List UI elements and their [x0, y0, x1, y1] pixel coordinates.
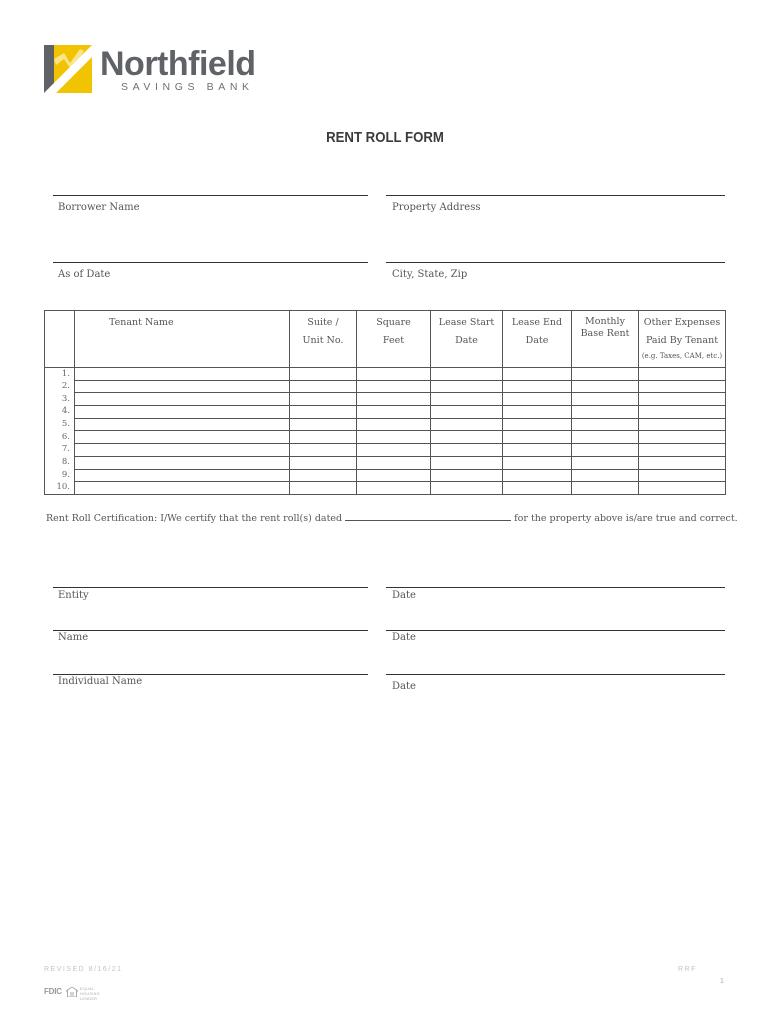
as-of-date-label: As of Date	[58, 269, 111, 280]
equal-housing-text: EQUAL HOUSING LENDER	[80, 987, 100, 1001]
suite-cell[interactable]	[290, 418, 357, 431]
other-expenses-cell[interactable]	[639, 431, 726, 444]
square-feet-cell[interactable]	[357, 444, 431, 457]
header-suite	[290, 311, 357, 368]
other-header-1: Other Expenses	[643, 317, 721, 328]
monthly-rent-cell[interactable]	[572, 380, 639, 393]
row-number: 2.	[45, 380, 75, 393]
square-feet-cell[interactable]	[357, 456, 431, 469]
table-row	[45, 406, 726, 419]
lease-end-cell[interactable]	[503, 469, 572, 482]
square-feet-cell[interactable]	[357, 469, 431, 482]
table-row	[45, 482, 726, 495]
lease-start-cell[interactable]	[431, 368, 503, 381]
square-feet-cell[interactable]	[357, 418, 431, 431]
as-of-date-line[interactable]	[53, 262, 368, 263]
name-line[interactable]	[53, 630, 368, 631]
lease-end-header-1: Lease End	[511, 317, 563, 328]
certification-text-after: for the property above is/are true and correct.	[511, 513, 738, 524]
row-number: 9.	[45, 469, 75, 482]
other-expenses-cell[interactable]	[639, 418, 726, 431]
square-header-2: Feet	[382, 335, 405, 346]
lease-start-cell[interactable]	[431, 431, 503, 444]
square-feet-cell[interactable]	[357, 406, 431, 419]
other-expenses-cell[interactable]	[639, 482, 726, 495]
monthly-rent-cell[interactable]	[572, 368, 639, 381]
suite-cell[interactable]	[290, 444, 357, 457]
date-label-3: Date	[392, 681, 416, 692]
rent-roll-table	[44, 310, 726, 495]
suite-cell[interactable]	[290, 456, 357, 469]
monthly-rent-cell[interactable]	[572, 406, 639, 419]
form-code: RRF	[678, 966, 697, 973]
table-row	[45, 380, 726, 393]
city-state-zip-line[interactable]	[386, 262, 725, 263]
other-expenses-cell[interactable]	[639, 456, 726, 469]
suite-cell[interactable]	[290, 368, 357, 381]
tenant-name-cell[interactable]	[75, 469, 290, 482]
other-expenses-cell[interactable]	[639, 393, 726, 406]
lease-end-cell[interactable]	[503, 418, 572, 431]
header-other-expenses	[639, 311, 726, 368]
lease-end-cell[interactable]	[503, 482, 572, 495]
logo-subtitle: SAVINGS BANK	[121, 81, 254, 93]
monthly-rent-cell[interactable]	[572, 393, 639, 406]
monthly-header-2: Base Rent	[580, 328, 630, 339]
row-number: 8.	[45, 456, 75, 469]
certification-statement	[46, 511, 738, 524]
lease-end-cell[interactable]	[503, 368, 572, 381]
suite-cell[interactable]	[290, 482, 357, 495]
monthly-rent-cell[interactable]	[572, 418, 639, 431]
lease-start-cell[interactable]	[431, 406, 503, 419]
certification-text-before: Rent Roll Certification: I/We certify that the rent roll(s) dated	[46, 513, 346, 524]
tenant-name-cell[interactable]	[75, 380, 290, 393]
suite-cell[interactable]	[290, 406, 357, 419]
fdic-logo: FDIC	[44, 987, 62, 996]
other-expenses-cell[interactable]	[639, 406, 726, 419]
suite-cell[interactable]	[290, 393, 357, 406]
tenant-name-header: Tenant Name	[109, 317, 174, 328]
page-title: RENT ROLL FORM	[326, 129, 444, 146]
other-expenses-cell[interactable]	[639, 469, 726, 482]
square-feet-cell[interactable]	[357, 431, 431, 444]
row-number: 4.	[45, 406, 75, 419]
tenant-name-cell[interactable]	[75, 482, 290, 495]
tenant-name-cell[interactable]	[75, 431, 290, 444]
date-label-2: Date	[392, 632, 416, 643]
tenant-name-cell[interactable]	[75, 406, 290, 419]
monthly-rent-cell[interactable]	[572, 456, 639, 469]
house-icon	[66, 987, 78, 997]
lease-end-header-2: Date	[525, 335, 549, 346]
lease-end-cell[interactable]	[503, 456, 572, 469]
lease-start-cell[interactable]	[431, 393, 503, 406]
monthly-header-1: Monthly	[585, 316, 625, 327]
lease-end-cell[interactable]	[503, 393, 572, 406]
header-monthly-base-rent	[572, 311, 639, 368]
property-address-label: Property Address	[392, 202, 481, 213]
row-number: 7.	[45, 444, 75, 457]
row-number: 1.	[45, 368, 75, 381]
square-feet-cell[interactable]	[357, 393, 431, 406]
table-row	[45, 444, 726, 457]
suite-header-2: Unit No.	[302, 335, 344, 346]
date-line-2[interactable]	[386, 630, 725, 631]
header-lease-start	[431, 311, 503, 368]
other-expenses-cell[interactable]	[639, 368, 726, 381]
northfield-logo-mark-icon	[44, 45, 92, 93]
lease-start-cell[interactable]	[431, 418, 503, 431]
name-label: Name	[58, 632, 89, 643]
lease-end-cell[interactable]	[503, 380, 572, 393]
lease-start-header-2: Date	[455, 335, 478, 346]
header-square-feet	[357, 311, 431, 368]
tenant-name-cell[interactable]	[75, 393, 290, 406]
city-state-zip-label: City, State, Zip	[392, 269, 468, 280]
borrower-name-line[interactable]	[53, 195, 368, 196]
lease-start-cell[interactable]	[431, 456, 503, 469]
other-header-note: (e.g. Taxes, CAM, etc.)	[641, 352, 723, 360]
row-number: 5.	[45, 418, 75, 431]
table-row	[45, 368, 726, 381]
square-header-1: Square	[376, 317, 411, 328]
square-feet-cell[interactable]	[357, 482, 431, 495]
lease-start-cell[interactable]	[431, 469, 503, 482]
date-line-3[interactable]	[386, 674, 725, 675]
tenant-name-cell[interactable]	[75, 456, 290, 469]
suite-cell[interactable]	[290, 380, 357, 393]
row-number: 10.	[45, 482, 75, 495]
suite-cell[interactable]	[290, 469, 357, 482]
logo-name: Northfield	[100, 45, 256, 83]
other-header-2: Paid By Tenant	[645, 335, 719, 346]
monthly-rent-cell[interactable]	[572, 469, 639, 482]
lease-end-cell[interactable]	[503, 444, 572, 457]
suite-header-1: Suite /	[307, 317, 339, 328]
page-number: 1	[720, 978, 726, 985]
entity-line[interactable]	[53, 587, 368, 588]
square-feet-cell[interactable]	[357, 380, 431, 393]
table-header-row	[45, 311, 726, 368]
lease-start-header-1: Lease Start	[438, 317, 495, 328]
other-expenses-cell[interactable]	[639, 444, 726, 457]
table-row	[45, 431, 726, 444]
lease-end-cell[interactable]	[503, 406, 572, 419]
date-line-1[interactable]	[386, 587, 725, 588]
suite-cell[interactable]	[290, 431, 357, 444]
row-number: 3.	[45, 393, 75, 406]
date-label-1: Date	[392, 590, 416, 601]
certification-date-input[interactable]	[345, 511, 511, 521]
row-number: 6.	[45, 431, 75, 444]
individual-name-line[interactable]	[53, 674, 368, 675]
header-lease-end	[503, 311, 572, 368]
entity-label: Entity	[58, 590, 89, 601]
lease-start-cell[interactable]	[431, 444, 503, 457]
lease-end-cell[interactable]	[503, 431, 572, 444]
tenant-name-cell[interactable]	[75, 444, 290, 457]
equal-housing-lender-icon	[66, 986, 114, 1001]
borrower-name-label: Borrower Name	[58, 202, 140, 213]
other-expenses-cell[interactable]	[639, 380, 726, 393]
monthly-rent-cell[interactable]	[572, 431, 639, 444]
lease-start-cell[interactable]	[431, 380, 503, 393]
header-tenant-name	[75, 311, 290, 368]
table-row	[45, 393, 726, 406]
individual-name-label: Individual Name	[58, 676, 143, 687]
table-row	[45, 456, 726, 469]
monthly-rent-cell[interactable]	[572, 482, 639, 495]
square-feet-cell[interactable]	[357, 368, 431, 381]
table-row	[45, 469, 726, 482]
table-row	[45, 418, 726, 431]
tenant-name-cell[interactable]	[75, 418, 290, 431]
revised-date: REVISED 8/16/21	[44, 966, 123, 973]
tenant-name-cell[interactable]	[75, 368, 290, 381]
monthly-rent-cell[interactable]	[572, 444, 639, 457]
lease-start-cell[interactable]	[431, 482, 503, 495]
property-address-line[interactable]	[386, 195, 725, 196]
header-number	[45, 311, 75, 368]
